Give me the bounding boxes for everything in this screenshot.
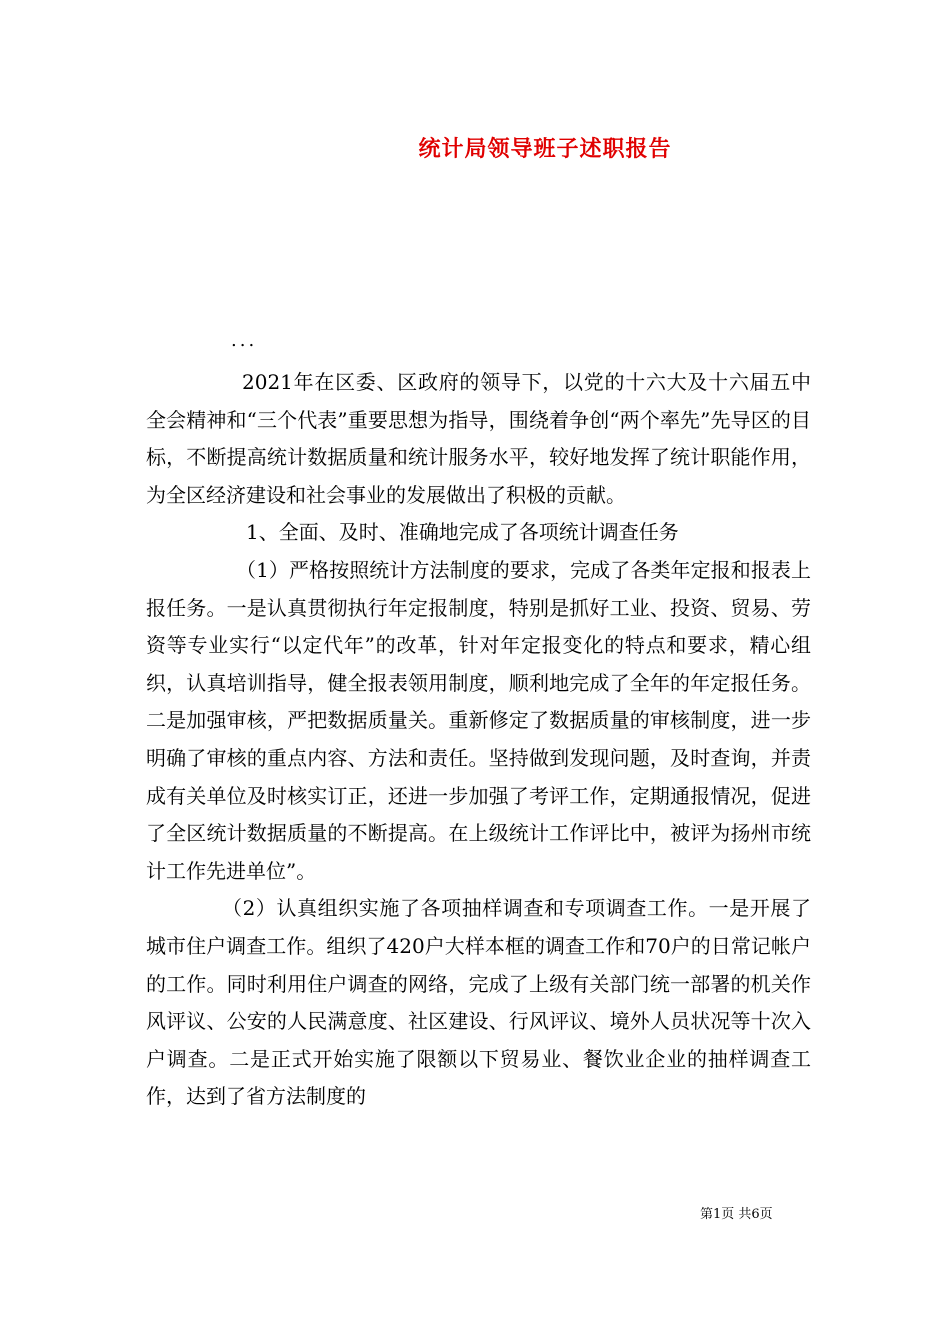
document-title: 统计局领导班子述职报告 bbox=[418, 136, 672, 162]
subsection-paragraph-1: （1）严格按照统计方法制度的要求，完成了各类年定报和报表上报任务。一是认真贯彻执行年定报制度，特别是抓好工业、投资、贸易、劳资等专业实行“以定代年”的改革，针对年定报变化的特点和要求，精心组织，认真培训指导，健全报表领用制度，顺利地完成了全年的年定报任务。二是加强审核，严把数据质量关。重新修定了数据质量的审核制度，进一步明确了审核的重点内容、方法和责任。坚持做到发现问题，及时查询，并责成有关单位及时核实订正，还进一步加强了考评工作，定期通报情况，促进了全区统计数据质量的不断提高。在上级统计工作评比中，被评为扬州市统计工作先进单位”。 bbox=[146, 557, 811, 883]
subsection-paragraph-2: （2）认真组织实施了各项抽样调查和专项调查工作。一是开展了城市住户调查工作。组织了420户大样本框的调查工作和70户的日常记帐户的工作。同时利用住户调查的网络，完成了上级有关部门统一部署的机关作风评议、公安的人民满意度、社区建设、行风评议、境外人员状况等十次入户调查。二是正式开始实施了限额以下贸易业、餐饮业企业的抽样调查工作，达到了省方法制度的 bbox=[146, 896, 811, 1109]
ellipsis-marker: ... bbox=[231, 330, 258, 351]
document-body bbox=[146, 364, 811, 1116]
intro-paragraph: 2021年在区委、区政府的领导下，以党的十六大及十六届五中全会精神和“三个代表”重要思想为指导，围绕着争创“两个率先”先导区的目标，不断提高统计数据质量和统计服务水平，较好地发挥了统计职能作用，为全区经济建设和社会事业的发展做出了积极的贡献。 bbox=[146, 370, 811, 507]
section-heading: 1、全面、及时、准确地完成了各项统计调查任务 bbox=[246, 520, 679, 545]
page-footer: 第1页 共6页 bbox=[700, 1207, 773, 1222]
